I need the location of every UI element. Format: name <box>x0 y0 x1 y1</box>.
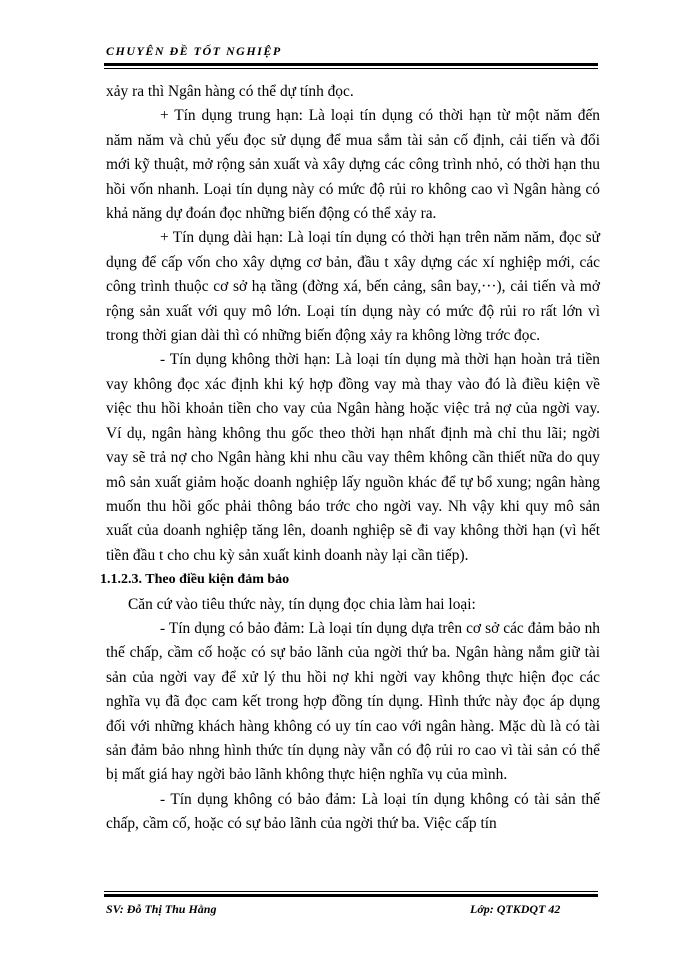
footer-class: Lớp: QTKDQT 42 <box>470 902 561 916</box>
footer-rule-thick <box>104 894 598 897</box>
header-rule-thin <box>104 68 598 69</box>
paragraph-intro: Căn cứ vào tiêu thức này, tín dụng đọc chia làm hai loại: <box>128 595 476 613</box>
section-heading: 1.1.2.3. Theo điều kiện đảm bảo <box>100 572 290 588</box>
paragraph-continuation: xảy ra thì Ngân hàng có thể dự tính đọc. <box>106 83 354 100</box>
footer-rule-thin <box>104 891 598 892</box>
paragraph-medium-term-credit: + Tín dụng trung hạn: Là loại tín dụng có thời hạn từ một năm đến năm năm và chủ yếu đọc sử dụng để mua sắm tài sản cố định, cải tiến và đổi mới kỹ thuật, mở rộng sản xuất và xây dựng các công trình nhỏ, có thời hạn thu hồi vốn nhanh. Loại tín dụng này có mức độ rủi ro không cao vì Ngân hàng có khả năng dự đoán đọc những biến động có thể xảy ra. <box>106 107 600 223</box>
paragraph-unsecured-credit: - Tín dụng không có bảo đảm: Là loại tín dụng không có tài sản thế chấp, cầm cố, hoặc có sự bảo lãnh của ngời thứ ba. Việc cấp tín <box>106 790 600 833</box>
paragraph-no-term-credit: - Tín dụng không thời hạn: Là loại tín dụng mà thời hạn hoàn trả tiền vay không đọc xác định khi ký hợp đồng vay mà thay vào đó là điều kiện về việc thu hồi khoản tiền cho vay của Ngân hàng hoặc việc trả nợ của ngời vay. Ví dụ, ngân hàng không thu gốc theo thời hạn nhất định mà chỉ thu lãi; ngời vay sẽ trả nợ cho Ngân hàng khi nhu cầu vay thêm không cần thiết nữa do quy mô sản xuất giảm hoặc doanh nghiệp lấy nguồn khác để tự bổ xung; ngân hàng muốn thu hồi gốc phải thông báo trớc cho ngời vay. Nh vậy khi quy mô sản xuất của doanh nghiệp tăng lên, doanh nghiệp sẽ đi vay không thời hạn (vì hết tiền đầu t cho chu kỳ sản xuất kinh doanh này lại cần tiếp). <box>106 351 600 564</box>
document-body <box>100 80 600 837</box>
header-rule-thick <box>104 63 598 66</box>
paragraph-long-term-credit: + Tín dụng dài hạn: Là loại tín dụng có thời hạn trên năm năm, đọc sử dụng để cấp vốn cho xây dựng cơ bản, đầu t xây dựng các xí nghiệp mới, các công trình thuộc cơ sở hạ tầng (đờng xá, bến cảng, sân bay,···), cải tiến và mở rộng sản xuất với quy mô lớn. Loại tín dụng này có mức độ rủi ro rất lớn vì trong thời gian dài thì có những biến động xảy ra không lờng trớc đọc. <box>106 229 600 345</box>
paragraph-secured-credit: - Tín dụng có bảo đảm: Là loại tín dụng dựa trên cơ sở các đảm bảo nh thế chấp, cầm cố hoặc có sự bảo lãnh của ngời thứ ba. Ngân hàng nắm giữ tài sản của ngời vay để xử lý thu hồi nợ khi ngời vay không thực hiện đọc các nghĩa vụ đã đọc cam kết trong hợp đồng tín dụng. Hình thức này đọc áp dụng đối với những khách hàng không có uy tín cao với ngân hàng. Mặc dù là có tài sản đảm bảo nhng hình thức tín dụng này vẫn có độ rủi ro cao vì tài sản có thể bị mất giá hay ngời bảo lãnh không thực hiện nghĩa vụ của mình. <box>106 619 600 784</box>
footer-author: SV: Đỗ Thị Thu Hằng <box>106 902 217 916</box>
page-header-title: CHUYÊN ĐỀ TỐT NGHIỆP <box>106 44 282 58</box>
